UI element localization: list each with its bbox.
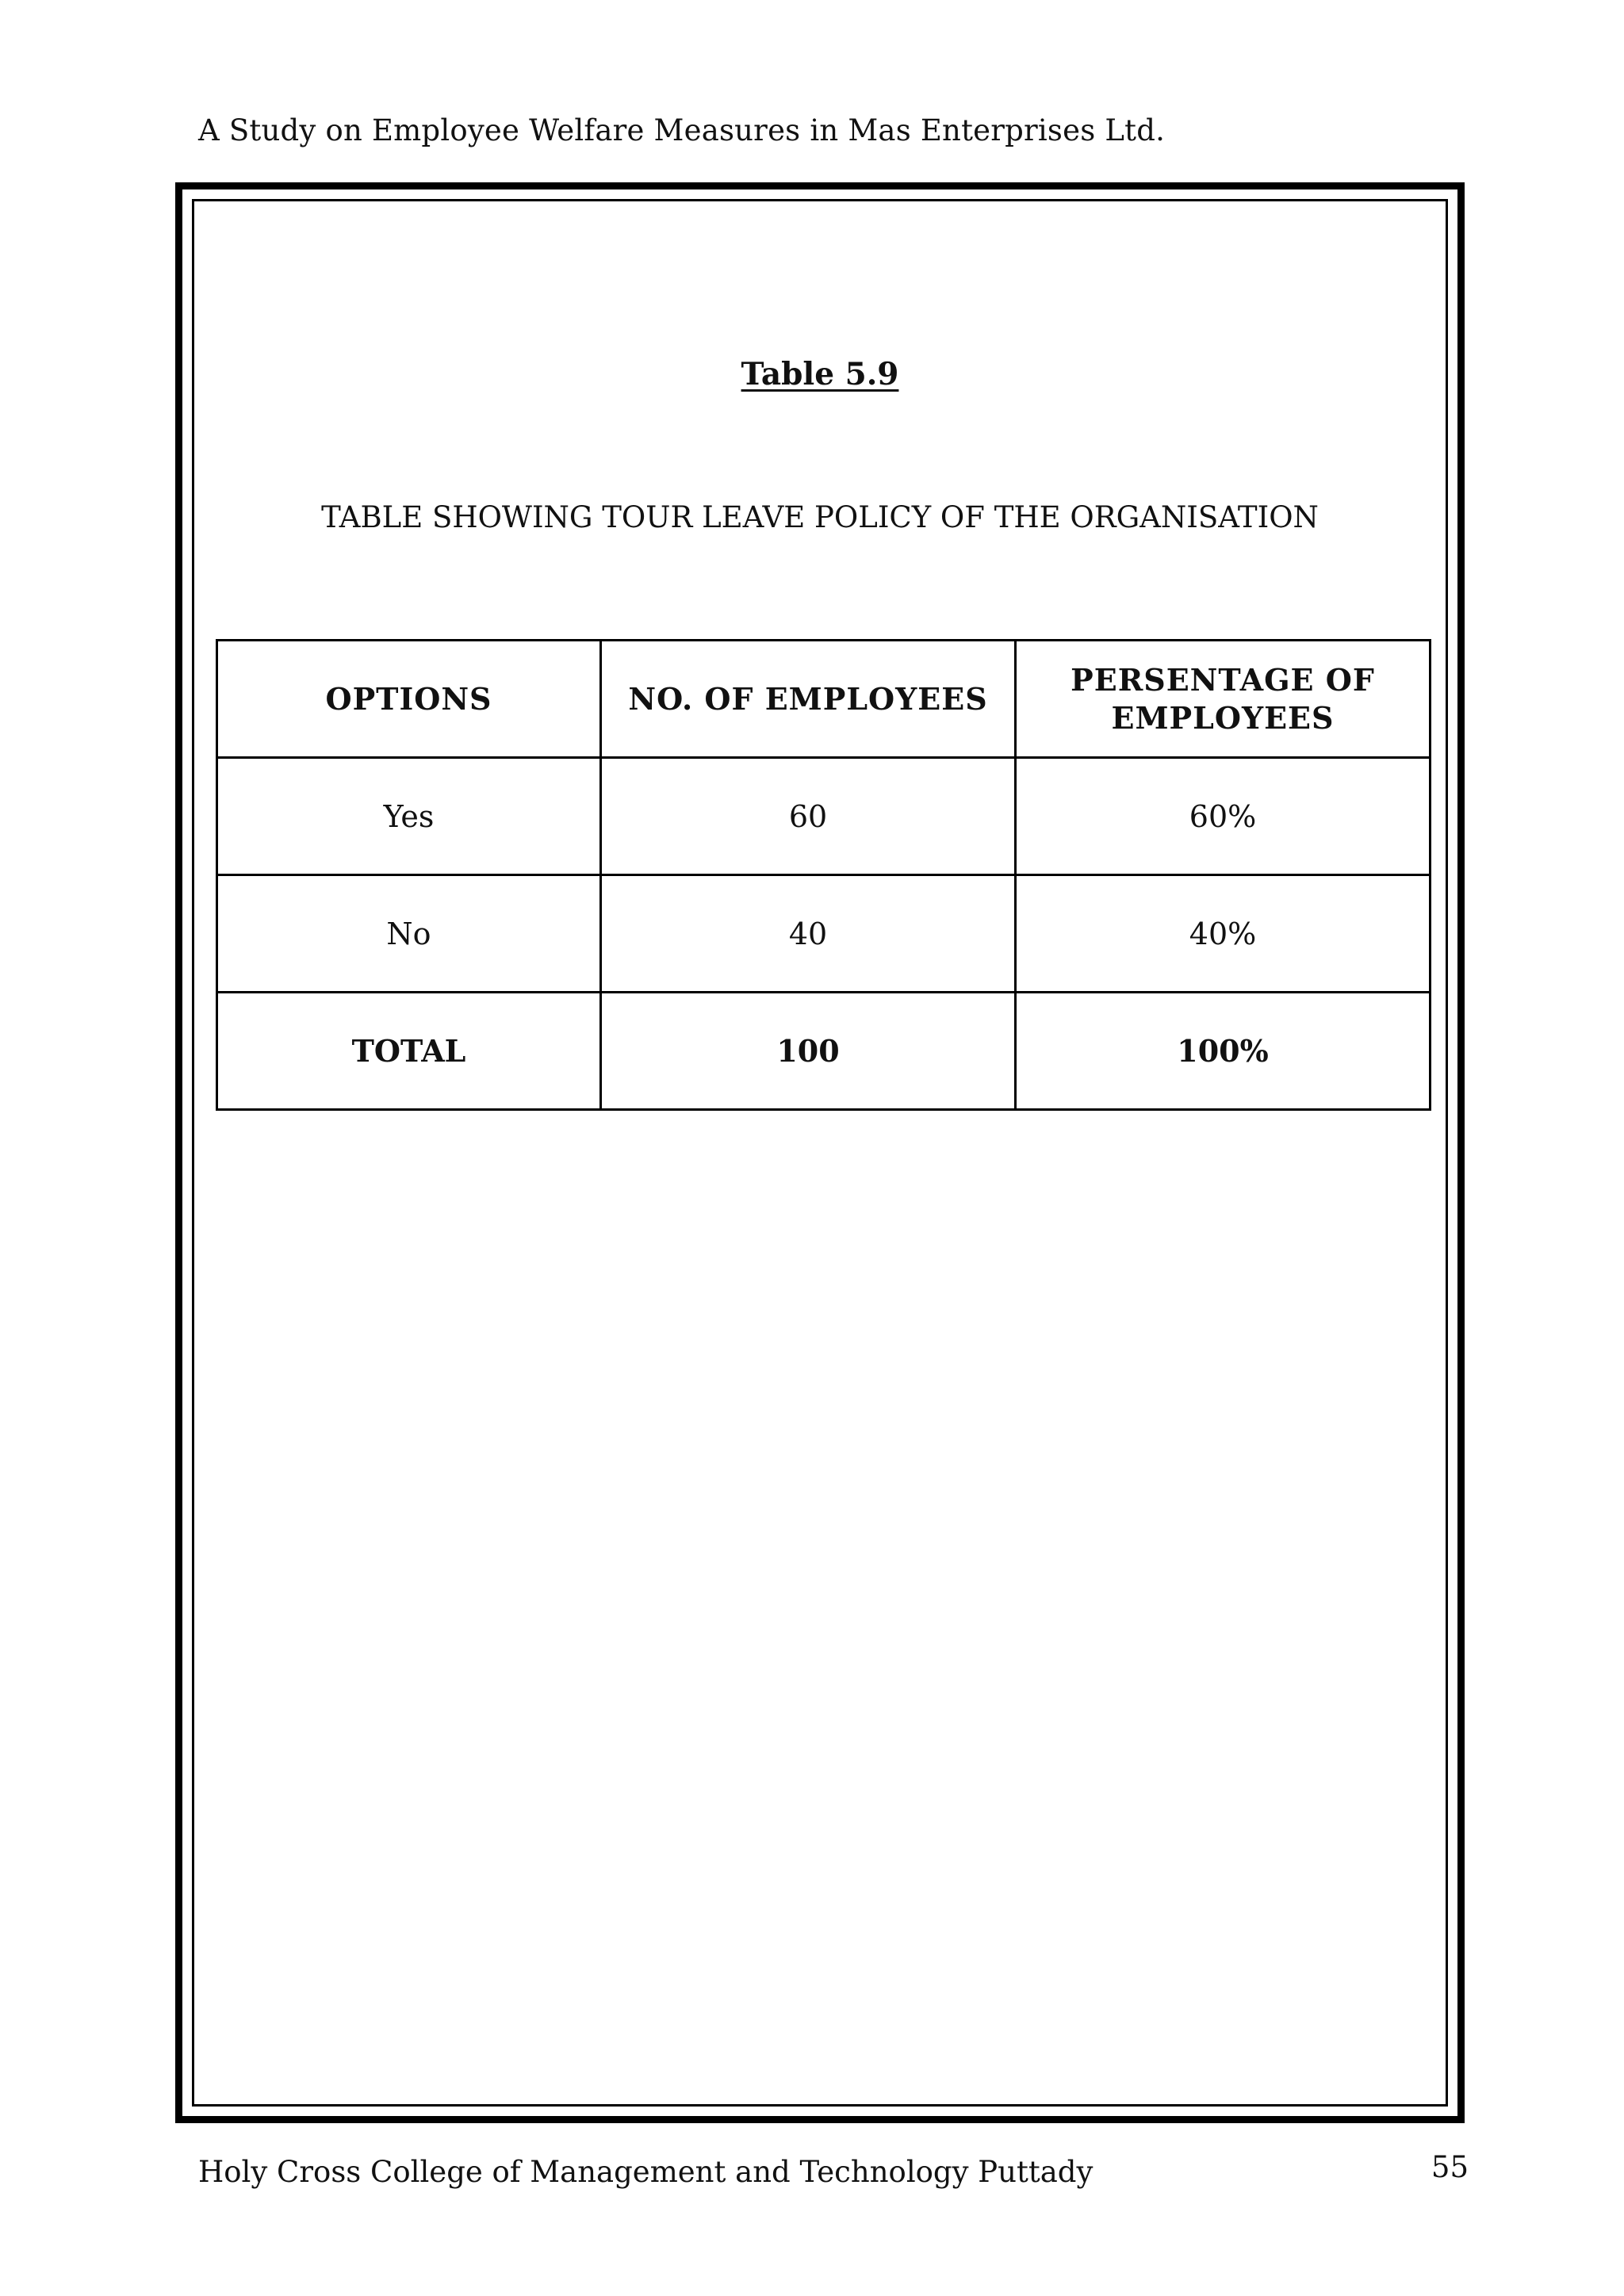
column-header-options: OPTIONS xyxy=(217,641,601,758)
page-border-frame xyxy=(175,182,1465,2123)
cell-count: 60 xyxy=(601,758,1016,875)
page-border-inner xyxy=(192,199,1448,2107)
column-header-no-of-employees: NO. OF EMPLOYEES xyxy=(601,641,1016,758)
table-number: Table 5.9 xyxy=(741,356,899,392)
table-row xyxy=(217,758,1431,875)
cell-total-label: TOTAL xyxy=(217,993,601,1110)
cell-total-count: 100 xyxy=(601,993,1016,1110)
footer-institution: Holy Cross College of Management and Technology Puttady xyxy=(198,2155,1094,2189)
table-caption: TABLE SHOWING TOUR LEAVE POLICY OF THE ORGANISATION xyxy=(321,500,1319,534)
cell-option: No xyxy=(217,875,601,993)
table-header-row xyxy=(217,641,1431,758)
cell-option: Yes xyxy=(217,758,601,875)
cell-percentage: 40% xyxy=(1016,875,1431,993)
column-header-percentage-of-employees: PERSENTAGE OF EMPLOYEES xyxy=(1016,641,1431,758)
page-number: 55 xyxy=(1431,2150,1469,2184)
cell-total-percentage: 100% xyxy=(1016,993,1431,1110)
cell-count: 40 xyxy=(601,875,1016,993)
data-table xyxy=(216,639,1431,1111)
table-total-row xyxy=(217,993,1431,1110)
running-header: A Study on Employee Welfare Measures in Mas Enterprises Ltd. xyxy=(198,113,1166,147)
table-row xyxy=(217,875,1431,993)
cell-percentage: 60% xyxy=(1016,758,1431,875)
